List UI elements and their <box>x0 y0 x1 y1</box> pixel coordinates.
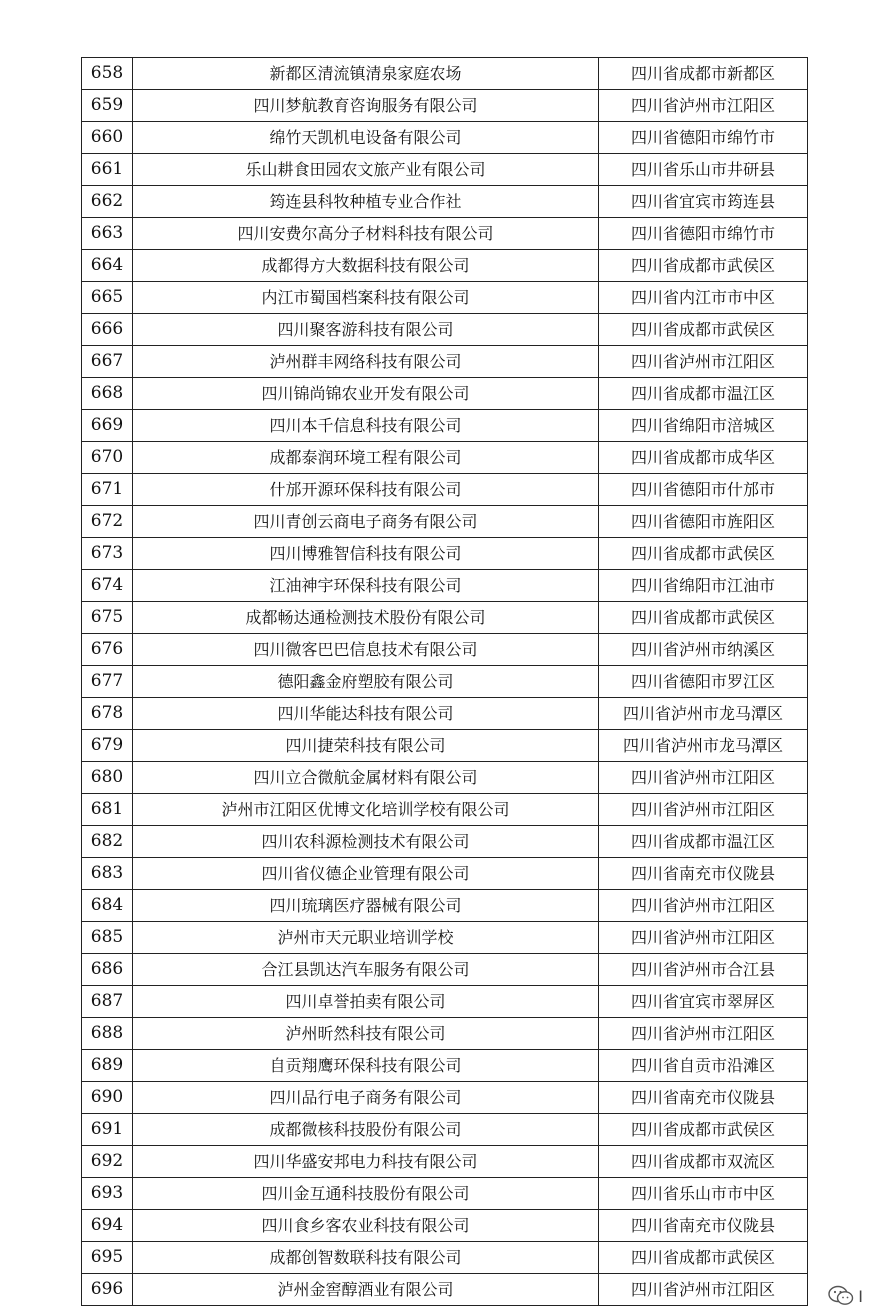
region-name: 四川省德阳市绵竹市 <box>599 122 808 154</box>
company-name: 四川卓誉拍卖有限公司 <box>133 986 599 1018</box>
row-number: 678 <box>82 698 133 730</box>
row-number: 677 <box>82 666 133 698</box>
row-number: 676 <box>82 634 133 666</box>
row-number: 687 <box>82 986 133 1018</box>
table-row <box>82 1018 808 1050</box>
region-name: 四川省成都市武侯区 <box>599 314 808 346</box>
table-row <box>82 410 808 442</box>
row-number: 696 <box>82 1274 133 1306</box>
table-row <box>82 218 808 250</box>
table-row <box>82 1210 808 1242</box>
company-name: 四川聚客游科技有限公司 <box>133 314 599 346</box>
region-name: 四川省成都市新都区 <box>599 58 808 90</box>
row-number: 660 <box>82 122 133 154</box>
region-name: 四川省宜宾市筠连县 <box>599 186 808 218</box>
row-number: 663 <box>82 218 133 250</box>
table-row <box>82 442 808 474</box>
row-number: 686 <box>82 954 133 986</box>
watermark-text: I <box>858 1286 863 1306</box>
company-name: 泸州金窖醇酒业有限公司 <box>133 1274 599 1306</box>
table-row <box>82 1146 808 1178</box>
table-row <box>82 954 808 986</box>
table-row <box>82 634 808 666</box>
company-name: 四川梦航教育咨询服务有限公司 <box>133 90 599 122</box>
row-number: 667 <box>82 346 133 378</box>
row-number: 675 <box>82 602 133 634</box>
company-name: 四川本千信息科技有限公司 <box>133 410 599 442</box>
region-name: 四川省成都市成华区 <box>599 442 808 474</box>
company-name: 四川青创云商电子商务有限公司 <box>133 506 599 538</box>
table-row <box>82 730 808 762</box>
row-number: 681 <box>82 794 133 826</box>
region-name: 四川省南充市仪陇县 <box>599 1082 808 1114</box>
watermark <box>828 1285 863 1307</box>
region-name: 四川省泸州市江阳区 <box>599 922 808 954</box>
region-name: 四川省泸州市龙马潭区 <box>599 698 808 730</box>
row-number: 672 <box>82 506 133 538</box>
company-name: 筠连县科牧种植专业合作社 <box>133 186 599 218</box>
table-row <box>82 1050 808 1082</box>
row-number: 674 <box>82 570 133 602</box>
region-name: 四川省泸州市江阳区 <box>599 794 808 826</box>
region-name: 四川省南充市仪陇县 <box>599 1210 808 1242</box>
region-name: 四川省泸州市江阳区 <box>599 890 808 922</box>
table-row <box>82 986 808 1018</box>
row-number: 662 <box>82 186 133 218</box>
table-row <box>82 858 808 890</box>
row-number: 692 <box>82 1146 133 1178</box>
row-number: 669 <box>82 410 133 442</box>
region-name: 四川省成都市温江区 <box>599 826 808 858</box>
company-name: 四川博雅智信科技有限公司 <box>133 538 599 570</box>
company-name: 四川微客巴巴信息技术有限公司 <box>133 634 599 666</box>
table-row <box>82 602 808 634</box>
company-name: 泸州市江阳区优博文化培训学校有限公司 <box>133 794 599 826</box>
row-number: 668 <box>82 378 133 410</box>
row-number: 673 <box>82 538 133 570</box>
table-row <box>82 186 808 218</box>
table-row <box>82 826 808 858</box>
table-row <box>82 1114 808 1146</box>
row-number: 664 <box>82 250 133 282</box>
region-name: 四川省成都市温江区 <box>599 378 808 410</box>
table-row <box>82 538 808 570</box>
table-row <box>82 122 808 154</box>
region-name: 四川省绵阳市江油市 <box>599 570 808 602</box>
row-number: 695 <box>82 1242 133 1274</box>
company-name: 德阳鑫金府塑胶有限公司 <box>133 666 599 698</box>
company-name: 内江市蜀国档案科技有限公司 <box>133 282 599 314</box>
wechat-icon <box>828 1285 854 1307</box>
company-name: 江油神宇环保科技有限公司 <box>133 570 599 602</box>
table-row <box>82 698 808 730</box>
row-number: 680 <box>82 762 133 794</box>
table-row <box>82 154 808 186</box>
row-number: 690 <box>82 1082 133 1114</box>
row-number: 671 <box>82 474 133 506</box>
company-name: 泸州市天元职业培训学校 <box>133 922 599 954</box>
company-name: 四川捷荣科技有限公司 <box>133 730 599 762</box>
company-name: 四川华能达科技有限公司 <box>133 698 599 730</box>
company-name: 乐山耕食田园农文旅产业有限公司 <box>133 154 599 186</box>
region-name: 四川省南充市仪陇县 <box>599 858 808 890</box>
table-row <box>82 794 808 826</box>
row-number: 689 <box>82 1050 133 1082</box>
table-row <box>82 250 808 282</box>
table-row <box>82 378 808 410</box>
row-number: 661 <box>82 154 133 186</box>
company-name: 自贡翔鹰环保科技有限公司 <box>133 1050 599 1082</box>
row-number: 685 <box>82 922 133 954</box>
region-name: 四川省成都市武侯区 <box>599 1242 808 1274</box>
company-name: 泸州群丰网络科技有限公司 <box>133 346 599 378</box>
company-name: 四川农科源检测技术有限公司 <box>133 826 599 858</box>
company-name: 绵竹天凯机电设备有限公司 <box>133 122 599 154</box>
table-row <box>82 570 808 602</box>
company-name: 成都创智数联科技有限公司 <box>133 1242 599 1274</box>
table-row <box>82 1082 808 1114</box>
row-number: 659 <box>82 90 133 122</box>
row-number: 682 <box>82 826 133 858</box>
row-number: 688 <box>82 1018 133 1050</box>
region-name: 四川省泸州市江阳区 <box>599 90 808 122</box>
company-list-table <box>81 57 808 1306</box>
region-name: 四川省绵阳市涪城区 <box>599 410 808 442</box>
region-name: 四川省泸州市江阳区 <box>599 1274 808 1306</box>
company-name: 新都区清流镇清泉家庭农场 <box>133 58 599 90</box>
region-name: 四川省成都市双流区 <box>599 1146 808 1178</box>
company-name: 四川安费尔高分子材料科技有限公司 <box>133 218 599 250</box>
region-name: 四川省德阳市旌阳区 <box>599 506 808 538</box>
region-name: 四川省成都市武侯区 <box>599 538 808 570</box>
region-name: 四川省泸州市江阳区 <box>599 1018 808 1050</box>
table-row <box>82 474 808 506</box>
region-name: 四川省自贡市沿滩区 <box>599 1050 808 1082</box>
region-name: 四川省泸州市纳溪区 <box>599 634 808 666</box>
row-number: 666 <box>82 314 133 346</box>
company-name: 四川琉璃医疗器械有限公司 <box>133 890 599 922</box>
region-name: 四川省泸州市龙马潭区 <box>599 730 808 762</box>
region-name: 四川省泸州市江阳区 <box>599 346 808 378</box>
row-number: 670 <box>82 442 133 474</box>
table-row <box>82 346 808 378</box>
company-name: 合江县凯达汽车服务有限公司 <box>133 954 599 986</box>
region-name: 四川省德阳市罗江区 <box>599 666 808 698</box>
region-name: 四川省泸州市合江县 <box>599 954 808 986</box>
company-name: 四川食乡客农业科技有限公司 <box>133 1210 599 1242</box>
company-name: 四川品行电子商务有限公司 <box>133 1082 599 1114</box>
region-name: 四川省德阳市什邡市 <box>599 474 808 506</box>
table-body <box>82 58 808 1306</box>
company-name: 四川金互通科技股份有限公司 <box>133 1178 599 1210</box>
table-row <box>82 890 808 922</box>
region-name: 四川省泸州市江阳区 <box>599 762 808 794</box>
region-name: 四川省成都市武侯区 <box>599 602 808 634</box>
company-name: 四川华盛安邦电力科技有限公司 <box>133 1146 599 1178</box>
region-name: 四川省成都市武侯区 <box>599 1114 808 1146</box>
table-row <box>82 282 808 314</box>
region-name: 四川省成都市武侯区 <box>599 250 808 282</box>
table-row <box>82 762 808 794</box>
row-number: 683 <box>82 858 133 890</box>
row-number: 693 <box>82 1178 133 1210</box>
company-name: 什邡开源环保科技有限公司 <box>133 474 599 506</box>
row-number: 684 <box>82 890 133 922</box>
table-row <box>82 1274 808 1306</box>
region-name: 四川省内江市市中区 <box>599 282 808 314</box>
company-name: 成都得方大数据科技有限公司 <box>133 250 599 282</box>
region-name: 四川省乐山市市中区 <box>599 1178 808 1210</box>
row-number: 658 <box>82 58 133 90</box>
table-row <box>82 922 808 954</box>
region-name: 四川省宜宾市翠屏区 <box>599 986 808 1018</box>
region-name: 四川省德阳市绵竹市 <box>599 218 808 250</box>
company-name: 四川省仪德企业管理有限公司 <box>133 858 599 890</box>
company-name: 泸州昕然科技有限公司 <box>133 1018 599 1050</box>
row-number: 665 <box>82 282 133 314</box>
row-number: 679 <box>82 730 133 762</box>
table-row <box>82 314 808 346</box>
table-row <box>82 666 808 698</box>
table-row <box>82 58 808 90</box>
table-row <box>82 1242 808 1274</box>
company-name: 成都微核科技股份有限公司 <box>133 1114 599 1146</box>
company-name: 四川锦尚锦农业开发有限公司 <box>133 378 599 410</box>
company-name: 四川立合微航金属材料有限公司 <box>133 762 599 794</box>
company-name: 成都畅达通检测技术股份有限公司 <box>133 602 599 634</box>
row-number: 691 <box>82 1114 133 1146</box>
table-row <box>82 1178 808 1210</box>
region-name: 四川省乐山市井研县 <box>599 154 808 186</box>
table-row <box>82 506 808 538</box>
table-row <box>82 90 808 122</box>
row-number: 694 <box>82 1210 133 1242</box>
company-name: 成都泰润环境工程有限公司 <box>133 442 599 474</box>
